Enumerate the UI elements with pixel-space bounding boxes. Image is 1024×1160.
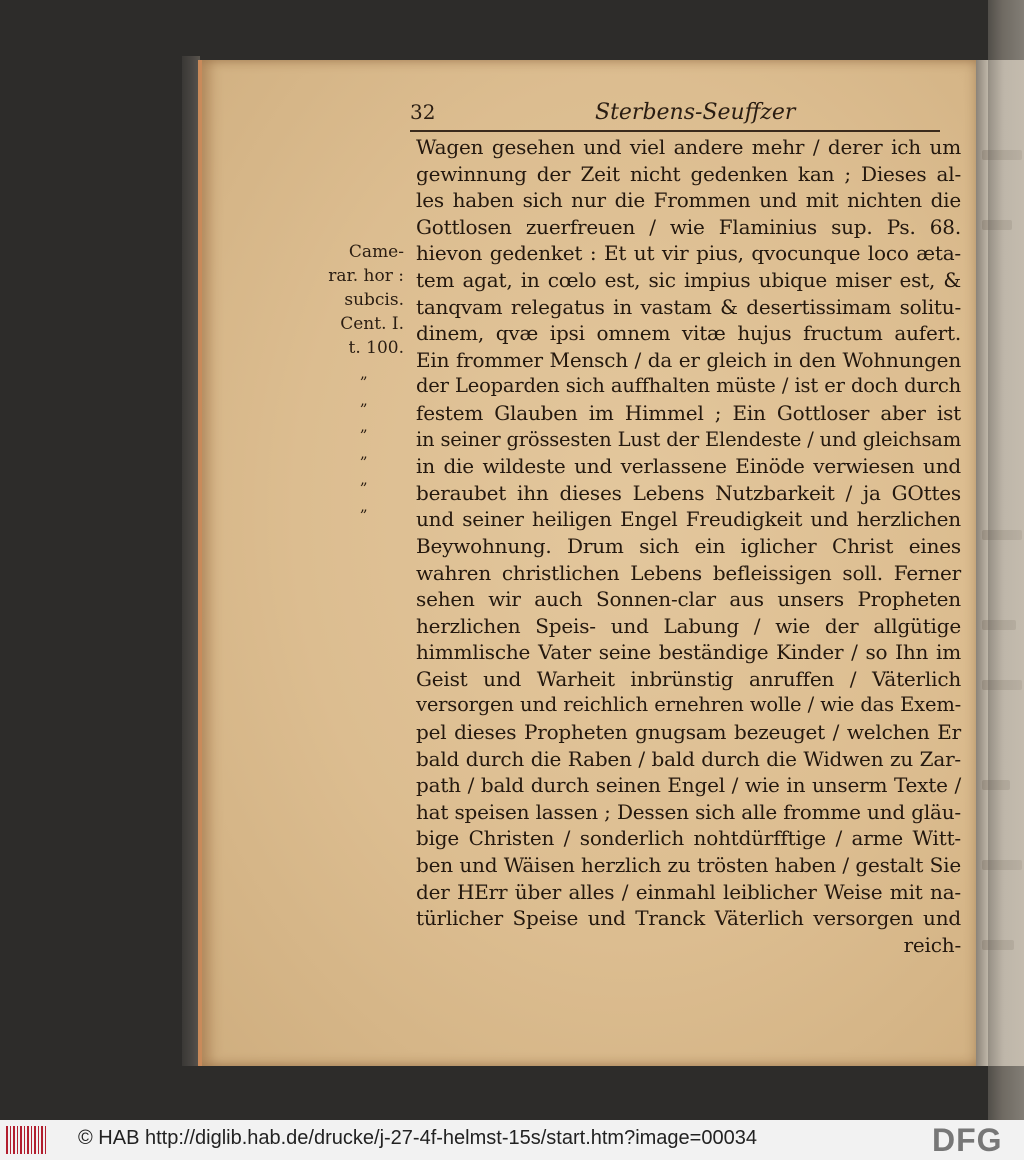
- catchword: reich-: [903, 932, 961, 957]
- margin-note-line: rar. hor :: [328, 266, 404, 286]
- footer-bar: [0, 1120, 1024, 1160]
- body-text: [416, 134, 961, 958]
- text-line: festem Glauben im Himmel ; Ein Gottloser aber ist: [416, 400, 961, 425]
- text-line: pel dieses Propheten gnugsam bezeuget / welchen Er: [416, 720, 961, 745]
- text-line: Beywohnung. Drum sich ein iglicher Christ eines: [416, 533, 961, 558]
- text-line: der Leoparden sich auffhalten müste / ist er doch durch: [416, 374, 961, 398]
- scan-edge-strip: [988, 0, 1024, 1120]
- text-line: Gottlosen zuerfreuen / wie Flaminius sup. Ps. 68.: [416, 214, 961, 239]
- quote-mark: „: [360, 364, 368, 382]
- text-line: in seiner grössesten Lust der Elendeste / und gleichsam: [416, 427, 961, 451]
- text-line: path / bald durch seinen Engel / wie in unserm Texte /: [416, 773, 961, 798]
- text-line: türlicher Speise und Tranck Väterlich versorgen und: [416, 906, 961, 931]
- quote-mark: „: [360, 417, 368, 436]
- text-line: bald durch die Raben / bald durch die Widwen zu Zar-: [416, 746, 961, 771]
- text-line: Geist und Warheit inbrünstig anruffen / Väterlich: [416, 666, 961, 691]
- quote-mark: „: [360, 496, 368, 515]
- text-line: wahren christlichen Lebens befleissigen soll. Ferner: [416, 560, 961, 585]
- running-title: Sterbens-Seuffzer: [595, 100, 796, 125]
- barcode-icon: [6, 1126, 46, 1154]
- text-line: tanqvam relegatus in vastam & desertissimam solitu-: [416, 294, 961, 319]
- text-line: hievon gedenket : Et ut vir pius, qvocunque loco æta-: [416, 241, 961, 266]
- text-line: der HErr über alles / einmahl leiblicher Weise mit na-: [416, 879, 961, 904]
- quotation-marks-column: [360, 360, 390, 520]
- page-number: 32: [410, 100, 436, 124]
- margin-note: [314, 240, 404, 360]
- text-line: gewinnung der Zeit nicht gedenken kan ; Dieses al-: [416, 161, 961, 186]
- page-header: [410, 100, 940, 132]
- text-line: himmlische Vater seine beständige Kinder / so Ihn im: [416, 640, 961, 665]
- quote-mark: „: [360, 470, 368, 489]
- text-line: bige Christen / sonderlich nohtdürfftige / arme Witt-: [416, 826, 961, 851]
- text-line: tem agat, in cœlo est, sic impius ubique miser est, &: [416, 267, 961, 292]
- text-line: Ein frommer Mensch / da er gleich in den Wohnungen: [416, 347, 961, 372]
- margin-note-line: Came-: [348, 242, 404, 262]
- quote-mark: „: [360, 443, 368, 462]
- text-line: les haben sich nur die Frommen und mit nichten die: [416, 188, 961, 213]
- dfg-logo: DFG: [932, 1122, 1003, 1158]
- text-line: sehen wir auch Sonnen-clar aus unsers Propheten: [416, 587, 961, 612]
- text-line: hat speisen lassen ; Dessen sich alle fromme und gläu-: [416, 799, 961, 824]
- text-line: ben und Wäisen herzlich zu trösten haben / gestalt Sie: [416, 853, 961, 878]
- text-line: herzlichen Speis- und Labung / wie der allgütige: [416, 613, 961, 638]
- margin-note-line: Cent. I.: [340, 314, 404, 334]
- text-line: in die wildeste und verlassene Einöde verwiesen und: [416, 454, 961, 479]
- quote-mark: „: [360, 390, 368, 409]
- copyright-link[interactable]: © HAB http://diglib.hab.de/drucke/j-27-4f-helmst-15s/start.htm?image=00034: [78, 1127, 757, 1149]
- text-line: versorgen und reichlich ernehren wolle / wie das Exem-: [416, 693, 961, 717]
- text-line: beraubet ihn dieses Lebens Nutzbarkeit / ja GOttes: [416, 480, 961, 505]
- margin-note-line: t. 100.: [348, 338, 404, 358]
- header-rule: [410, 130, 940, 132]
- text-line: und seiner heiligen Engel Freudigkeit und herzlichen: [416, 507, 961, 532]
- margin-note-line: subcis.: [344, 290, 404, 310]
- text-line: Wagen gesehen und viel andere mehr / derer ich um: [416, 135, 961, 159]
- text-line: dinem, qvæ ipsi omnem vitæ hujus fructum aufert.: [416, 321, 961, 346]
